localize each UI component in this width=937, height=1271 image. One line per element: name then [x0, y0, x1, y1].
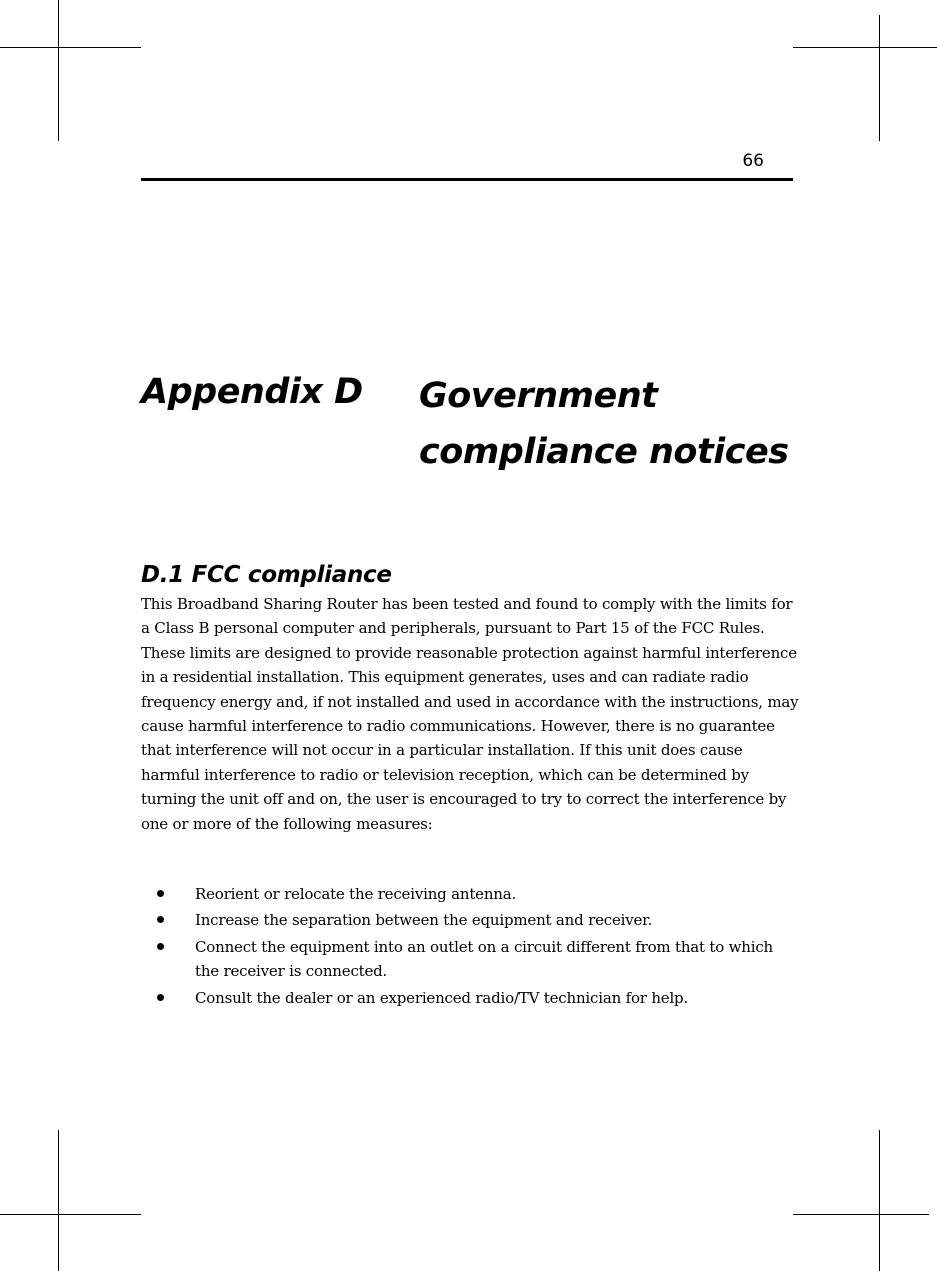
list-item-text: Connect the equipment into an outlet on a circuit different from that to which the receiver is connected.	[195, 937, 774, 981]
crop-mark-top-left-vertical	[58, 0, 59, 141]
appendix-title-line1: Government	[419, 376, 658, 416]
crop-mark-bottom-left-horizontal	[0, 1214, 141, 1215]
appendix-title-line2: compliance notices	[419, 432, 789, 472]
bullet-icon	[157, 916, 164, 923]
list-item	[141, 908, 801, 932]
list-item	[141, 935, 801, 984]
crop-mark-bottom-left-vertical	[58, 1130, 59, 1271]
crop-mark-top-right-vertical	[879, 15, 880, 141]
list-item	[141, 986, 801, 1010]
list-item-text: Increase the separation between the equipment and receiver.	[195, 911, 653, 930]
section-paragraph: This Broadband Sharing Router has been tested and found to comply with the limits for a Class B personal computer and peripherals, pursuant to Part 15 of the FCC Rules. These limits are designed to provide reasonable protection against harmful interference in a residential installation. This equipment generates, uses and can radiate radio frequency energy and, if not installed and used in accordance with the instructions, may cause harmful interference to radio communications. However, there is no guarantee that interference will not occur in a particular installation. If this unit does cause harmful interference to radio or television reception, which can be determined by turning the unit off and on, the user is encouraged to try to correct the interference by one or more of the following measures:	[141, 595, 799, 833]
crop-mark-bottom-right-vertical	[879, 1130, 880, 1271]
list-item-text: Consult the dealer or an experienced radio/TV technician for help.	[195, 988, 689, 1007]
measures-list	[141, 882, 801, 1012]
section-heading: D.1 FCC compliance	[141, 562, 392, 588]
crop-mark-bottom-right-horizontal	[793, 1214, 929, 1215]
crop-mark-top-left-horizontal	[0, 47, 141, 48]
bullet-icon	[157, 994, 164, 1001]
bullet-icon	[157, 890, 164, 897]
bullet-icon	[157, 943, 164, 950]
list-item	[141, 882, 801, 906]
crop-mark-top-right-horizontal	[793, 47, 937, 48]
page-number: 66	[742, 151, 764, 171]
appendix-label: Appendix D	[141, 372, 363, 412]
appendix-title	[419, 368, 809, 480]
list-item-text: Reorient or relocate the receiving antenna.	[195, 885, 517, 903]
header-rule	[141, 178, 793, 181]
